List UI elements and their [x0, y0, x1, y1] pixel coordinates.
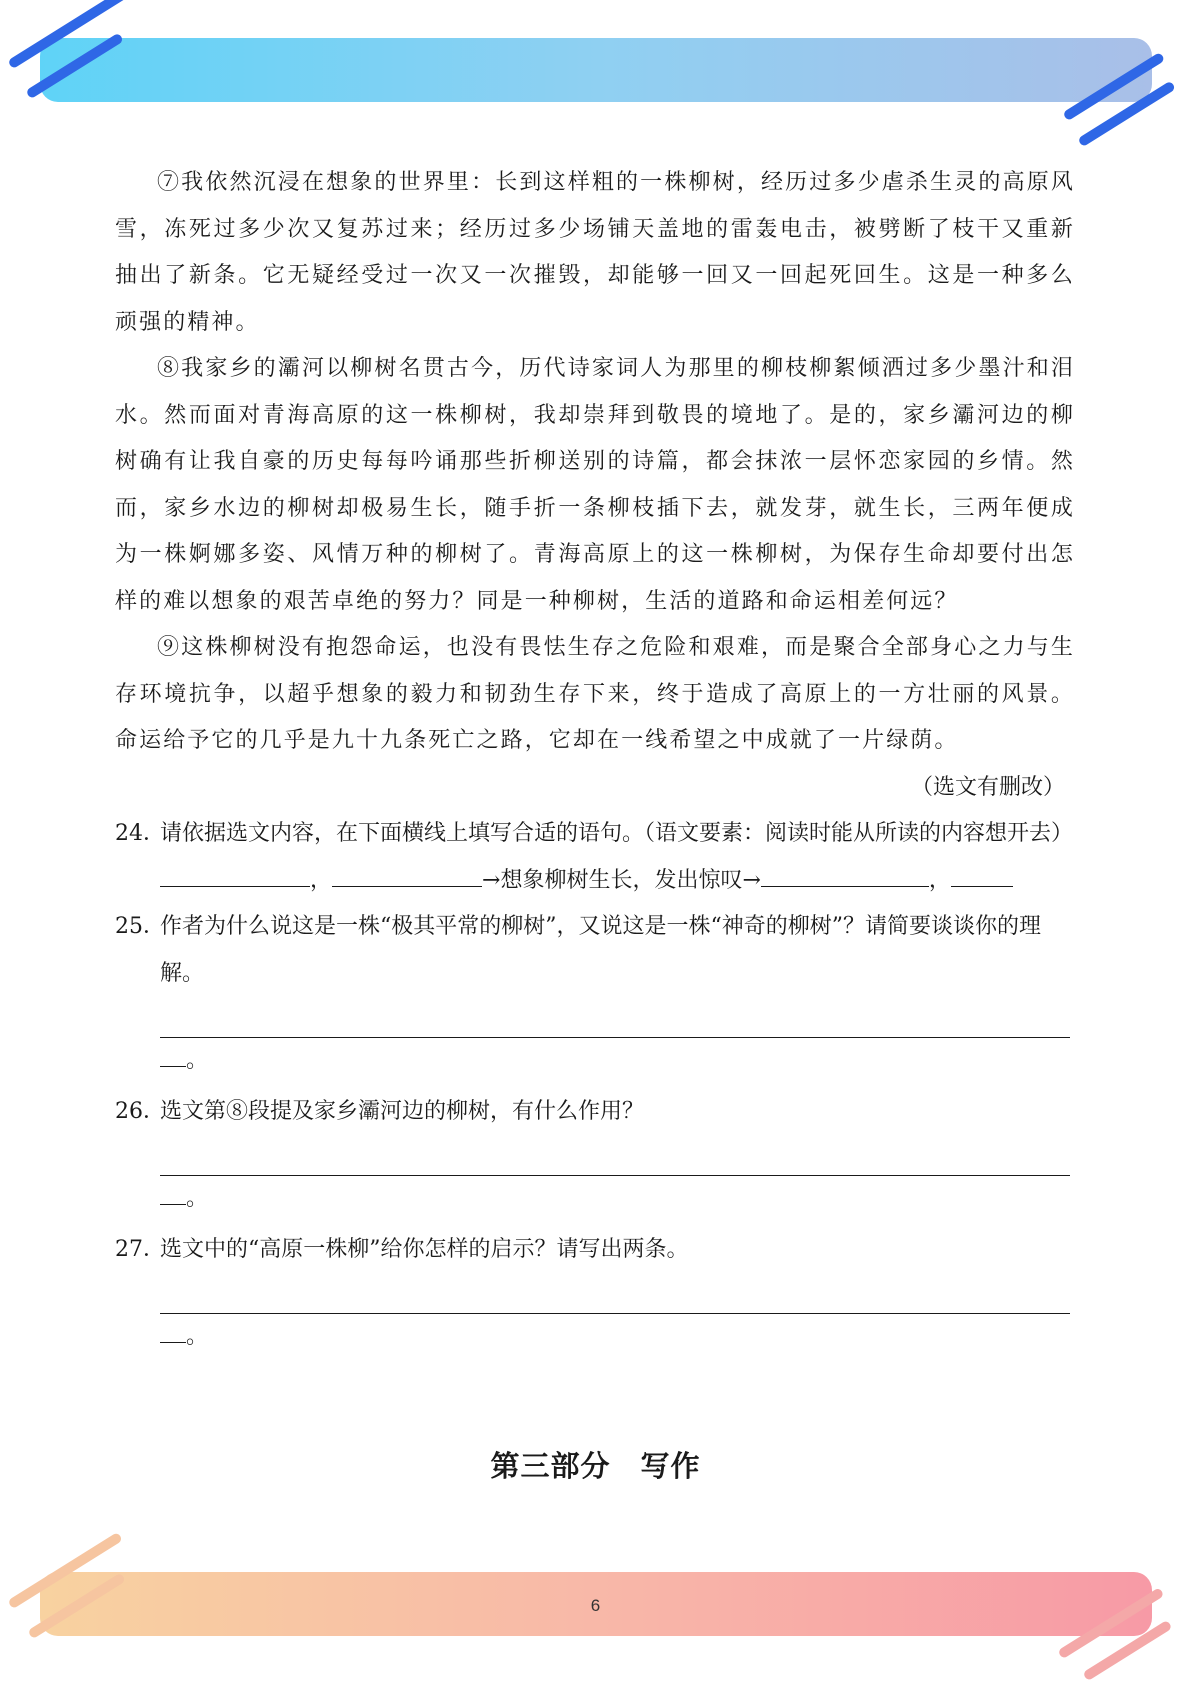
- answer-blank[interactable]: [761, 864, 929, 887]
- comma-text: ，: [928, 867, 951, 893]
- question-27: [115, 1227, 1075, 1274]
- paragraph-8: ⑧我家乡的灞河以柳树名贯古今，历代诗家词人为那里的柳枝柳絮倾洒过多少墨汁和泪水。然而面对青海高原的这一株柳树，我却崇拜到敬畏的境地了。是的，家乡灞河边的柳树确有让我自豪的历史每每吟诵那些折柳送别的诗篇，都会抹浓一层怀恋家园的乡情。然而，家乡水边的柳树却极易生长，随手折一条柳枝插下去，就发芽，就生长，三两年便成为一株婀娜多姿、风情万种的柳树了。青海高原上的这一株柳树，为保存生命却要付出怎样的难以想象的艰苦卓绝的努力？同是一种柳树，生活的道路和命运相差何远？: [115, 356, 1075, 614]
- answer-blank[interactable]: [332, 864, 482, 887]
- source-note: （选文有删改）: [910, 774, 1065, 800]
- question-24-fill-row: [115, 858, 1075, 905]
- period-text: 。: [186, 1048, 209, 1073]
- comma-text: ，: [310, 867, 333, 893]
- question-number: 27．: [115, 1236, 165, 1262]
- answer-blank[interactable]: [951, 864, 1013, 887]
- answer-line[interactable]: [160, 997, 1070, 1038]
- question-26: [115, 1089, 1075, 1136]
- answer-line-end: [160, 1176, 1075, 1223]
- question-text: 请依据选文内容，在下面横线上填写合适的语句。（语文要素：阅读时能从所读的内容想开去）: [160, 821, 1074, 846]
- question-text: 选文中的“高原一株柳”给你怎样的启示？请写出两条。: [160, 1236, 689, 1262]
- answer-blank-short[interactable]: [160, 1320, 186, 1343]
- header-banner: [40, 38, 1152, 102]
- answer-line[interactable]: [160, 1273, 1070, 1314]
- paragraph-7: ⑦我依然沉浸在想象的世界里：长到这样粗的一株柳树，经历过多少虐杀生灵的高原风雪，冻死过多少次又复苏过来；经历过多少场铺天盖地的雷轰电击，被劈断了枝干又重新抽出了新条。它无疑经受过一次又一次摧毁，却能够一回又一回起死回生。这是一种多么顽强的精神。: [115, 170, 1075, 335]
- question-24: [115, 811, 1075, 858]
- section-title: 第三部分 写作: [490, 1449, 701, 1483]
- question-number: 26．: [115, 1098, 165, 1124]
- question-text: 选文第⑧段提及家乡灞河边的柳树，有什么作用？: [160, 1098, 645, 1124]
- answer-blank-short[interactable]: [160, 1182, 186, 1205]
- answer-line-end: [160, 1038, 1075, 1085]
- page-number: 6: [590, 1596, 601, 1615]
- question-number: 24．: [115, 821, 165, 846]
- reading-passage: [115, 160, 1075, 1361]
- answer-blank[interactable]: [160, 864, 310, 887]
- answer-line-end: [160, 1314, 1075, 1361]
- period-text: 。: [186, 1186, 209, 1211]
- answer-line[interactable]: [160, 1135, 1070, 1176]
- period-text: 。: [186, 1324, 209, 1349]
- paragraph-9: ⑨这株柳树没有抱怨命运，也没有畏怯生存之危险和艰难，而是聚合全部身心之力与生存环境抗争，以超乎想象的毅力和韧劲生存下来，终于造成了高原上的一方壮丽的风景。命运给予它的几乎是九十九条死亡之路，它却在一线希望之中成就了一片绿荫。: [115, 635, 1075, 753]
- question-number: 25．: [115, 914, 165, 939]
- prompt-text: →想象柳树生长，发出惊叹→: [482, 867, 761, 893]
- question-text: 作者为什么说这是一株“极其平常的柳树”，又说这是一株“神奇的柳树”？请简要谈谈你的理解。: [160, 914, 1041, 986]
- answer-blank-short[interactable]: [160, 1044, 186, 1067]
- question-25: [115, 904, 1075, 997]
